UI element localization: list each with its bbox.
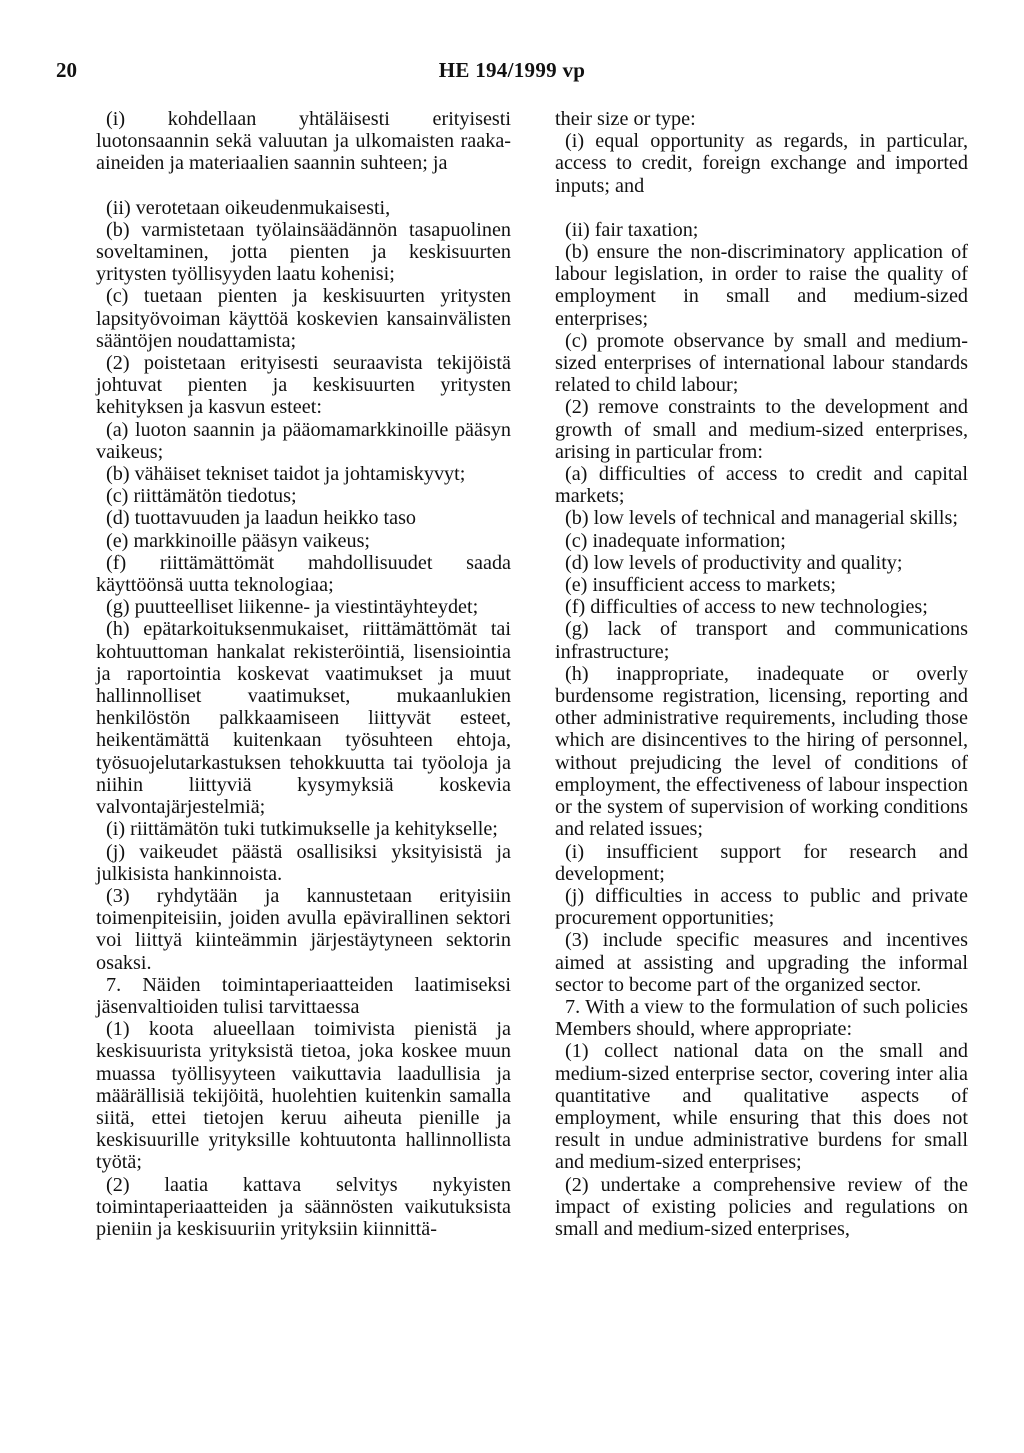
fi-paragraph: (c) riittämätön tiedotus; — [106, 485, 297, 508]
document-reference: HE 194/1999 vp — [438, 58, 586, 82]
fi-paragraph: (e) markkinoille pääsyn vaikeus; — [106, 529, 371, 552]
en-paragraph: 7. With a view to the formulation of such policies Members should, where appropriate: — [555, 995, 968, 1041]
fi-paragraph: (ii) verotetaan oikeudenmukaisesti, — [106, 196, 391, 219]
fi-paragraph: (f) riittämättömät mahdollisuudet saada käyttöönsä uutta teknologiaa; — [96, 551, 511, 597]
page-number: 20 — [56, 58, 77, 82]
en-paragraph: (b) low levels of technical and managerial skills; — [565, 507, 958, 530]
en-paragraph: (e) insufficient access to markets; — [565, 574, 836, 597]
en-paragraph: (c) inadequate information; — [565, 529, 786, 552]
en-paragraph: (f) difficulties of access to new technologies; — [565, 596, 928, 619]
en-paragraph: (i) insufficient support for research and development; — [555, 840, 968, 885]
fi-paragraph: (2) poistetaan erityisesti seuraavista tekijöistä johtuvat pienten ja keskisuurten yritysten kehityksen ja kasvun esteet: — [96, 352, 511, 419]
fi-paragraph: (g) puutteelliset liikenne- ja viestintäyhteydet; — [106, 596, 479, 619]
fi-paragraph: (3) ryhdytään ja kannustetaan erityisiin toimenpiteisiin, joiden avulla epävirallinen sektori voi liittyä kiinteämmin järjestäytyneen sektorin osaksi. — [96, 884, 511, 974]
finnish-column — [96, 108, 511, 1240]
fi-paragraph: (d) tuottavuuden ja laadun heikko taso — [106, 507, 417, 530]
en-paragraph: (a) difficulties of access to credit and capital markets; — [555, 463, 968, 508]
fi-paragraph: (a) luoton saannin ja pääomamarkkinoille pääsyn vaikeus; — [96, 418, 511, 463]
fi-paragraph: (i) kohdellaan yhtäläisesti erityisesti luotonsaannin sekä valuutan ja ulkomaisten raaka-aineiden ja materiaalien saannin suhteen; ja — [96, 108, 511, 175]
en-paragraph: (g) lack of transport and communications infrastructure; — [555, 618, 968, 663]
english-column — [555, 108, 968, 1240]
fi-paragraph: (c) tuetaan pienten ja keskisuurten yritysten lapsityövoiman käyttöä koskevien kansainvälisten sääntöjen noudattamista; — [96, 285, 511, 352]
fi-paragraph: 7. Näiden toimintaperiaatteiden laatimiseksi jäsenvaltioiden tulisi tarvittaessa — [96, 973, 511, 1018]
en-paragraph: (j) difficulties in access to public and private procurement opportunities; — [555, 884, 968, 930]
fi-paragraph: (j) vaikeudet päästä osallisiksi yksityisistä ja julkisista hankinnoista. — [96, 840, 511, 885]
en-paragraph: (b) ensure the non-discriminatory application of labour legislation, in order to raise the quality of employment in small and medium-sized enterprises; — [555, 241, 968, 330]
fi-paragraph: (1) koota alueellaan toimivista pienistä ja keskisuurista yrityksistä tietoa, joka koskee muun muassa työllisyyteen vaikuttavia laadullisia ja määrällisiä tekijöitä, huolehtien kuitenkin samalla siitä, ettei tietojen keruu aiheuta pienille ja keskisuurille yrityksille kohtuutonta hallinnollista työtä; — [96, 1018, 511, 1174]
fi-paragraph: (2) laatia kattava selvitys nykyisten toimintaperiaatteiden ja säännösten vaikutuksista pieniin ja keskisuuriin yrityksiin kiinnittä- — [96, 1173, 511, 1240]
en-paragraph: their size or type: — [555, 108, 696, 130]
en-paragraph: (1) collect national data on the small and medium-sized enterprise sector, covering inter alia quantitative and qualitative aspects of employment, while ensuring that this does not result in undue administrative burdens for small and medium-sized enterprises; — [555, 1040, 968, 1174]
en-paragraph: (2) remove constraints to the development and growth of small and medium-sized enterprises, arising in particular from: — [555, 396, 968, 463]
en-paragraph: (ii) fair taxation; — [565, 218, 699, 241]
en-paragraph: (2) undertake a comprehensive review of the impact of existing policies and regulations on small and medium-sized enterprises, — [555, 1173, 968, 1240]
fi-paragraph: (i) riittämätön tuki tutkimukselle ja kehitykselle; — [106, 818, 498, 841]
en-paragraph: (3) include specific measures and incentives aimed at assisting and upgrading the informal sector to become part of the organized sector. — [555, 929, 968, 996]
fi-paragraph: (b) varmistetaan työlainsäädännön tasapuolinen soveltaminen, jotta pienten ja keskisuurten yritysten työllisyyden laatu kohenisi; — [96, 218, 511, 286]
en-paragraph: (c) promote observance by small and medium-sized enterprises of international labour standards related to child labour; — [555, 329, 968, 397]
en-paragraph: (d) low levels of productivity and quality; — [565, 551, 903, 574]
fi-paragraph: (h) epätarkoituksenmukaiset, riittämättömät tai kohtuuttoman hankalat rekisteröintiä, lisensiointia ja raportointia koskevat vaatimukset ja muut hallinnolliset vaatimukset, mukaanlukien henkilöstön palkkaamiseen liittyvät esteet, heikentämättä kuitenkaan työsuhteen ehtoja, työsuojelutarkastuksen tehokkuutta tai työoloja ja niihin liittyviä kysymyksiä koskevia valvontajärjestelmiä; — [96, 618, 511, 819]
en-paragraph: (h) inappropriate, inadequate or overly burdensome registration, licensing, reporting and other administrative requirements, including those which are disincentives to the hiring of personnel, without prejudicing the level of conditions of employment, the effectiveness of labour inspection or the system of supervision of working conditions and related issues; — [555, 662, 968, 841]
en-paragraph: (i) equal opportunity as regards, in particular, access to credit, foreign exchange and imported inputs; and — [555, 130, 968, 197]
fi-paragraph: (b) vähäiset tekniset taidot ja johtamiskyvyt; — [106, 463, 466, 486]
